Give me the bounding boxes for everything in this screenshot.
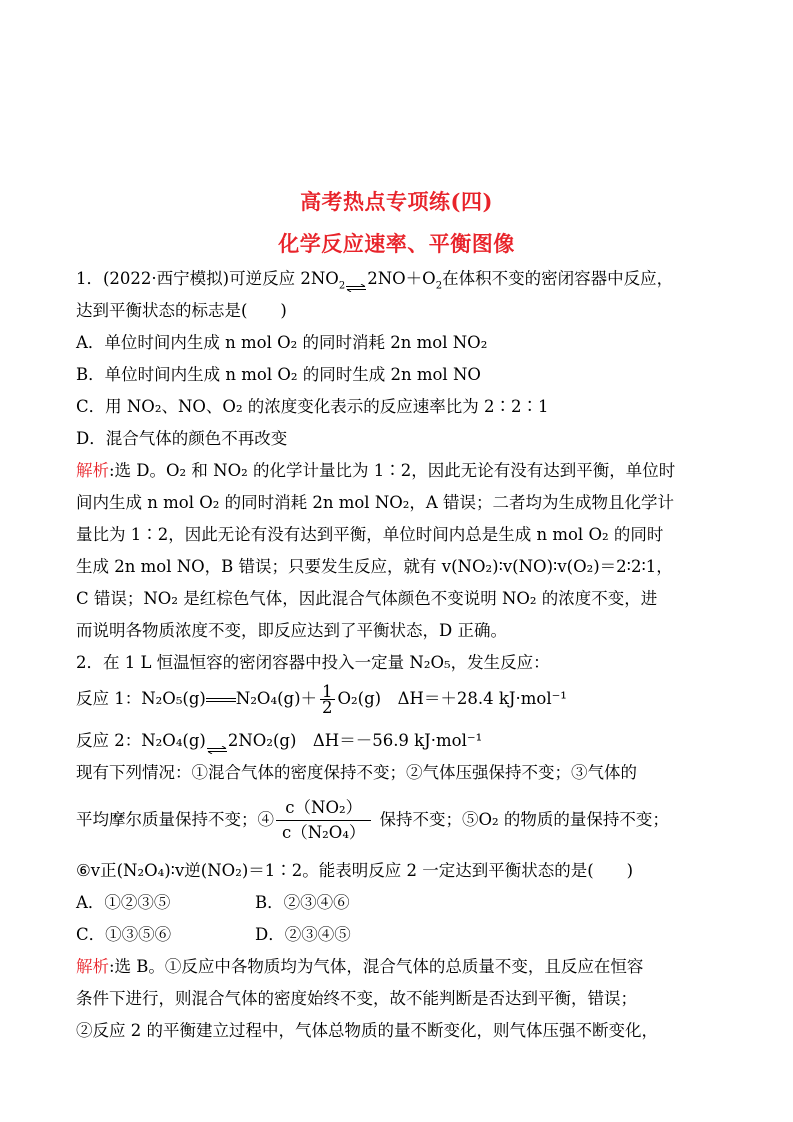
q1-analysis-line3: 量比为 1∶2，因此无论有没有达到平衡，单位时间内总是生成 n mol O₂ 的同时	[76, 525, 664, 544]
q1-analysis-line6: 而说明各物质浓度不变，即反应达到了平衡状态，D 正确。	[76, 621, 507, 640]
q1-stem-line2: 达到平衡状态的标志是( )	[76, 301, 287, 320]
q2-stem: 2．在 1 L 恒温恒容的密闭容器中投入一定量 N₂O₅，发生反应：	[76, 653, 550, 672]
reversible-arrow-icon	[345, 276, 367, 284]
q1-option-c: C．用 NO₂、NO、O₂ 的浓度变化表示的反应速率比为 2∶2∶1	[76, 397, 549, 416]
q2-analysis-line3: ②反应 2 的平衡建立过程中，气体总物质的量不断变化，则气体压强不断变化，	[76, 1021, 658, 1040]
half-fraction: $\frac{1}{2}$	[322, 682, 333, 717]
equals-arrow-icon	[206, 696, 236, 704]
q1-analysis-line5: C 错误；NO₂ 是红棕色气体，因此混合气体颜色不变说明 NO₂ 的浓度不变，进	[76, 589, 658, 608]
q1-analysis-line2: 间内生成 n mol O₂ 的同时消耗 2n mol NO₂，A 错误；二者均为生成物且化学计	[76, 493, 675, 512]
q1-stem-line1: 1．(2022·西宁模拟)可逆反应 $2NO_2$ $2NO+O_2$在体积不变的密闭容器中反应，	[76, 269, 674, 292]
q1-option-d: D．混合气体的颜色不再改变	[76, 429, 288, 448]
q2-analysis-line2: 条件下进行，则混合气体的密度始终不变，故不能判断是否达到平衡，错误；	[76, 989, 637, 1008]
q1-option-a: A．单位时间内生成 n mol O₂ 的同时消耗 2n mol NO₂	[76, 333, 488, 352]
q2-option-c: C．①③⑤⑥	[76, 925, 172, 944]
q2-conditions-line1: 现有下列情况：①混合气体的密度保持不变；②气体压强保持不变；③气体的	[76, 763, 637, 782]
q1-analysis-line4: 生成 2n mol NO，B 错误；只要发生反应，就有 v(NO₂)∶v(NO)∶v(O₂)＝2∶2∶1，	[76, 557, 673, 576]
analysis-label: 解析	[76, 957, 109, 976]
q2-conditions-line2: 平均摩尔质量保持不变；④ $\frac{\text{c（NO₂）}}{\text{c（N₂O₄）}}$ 保持不变；⑤O₂ 的物质的量保持不变；	[76, 796, 669, 845]
q2-reaction-1: 反应 1：N₂O₅(g) N₂O₄(g)＋ $\frac{1}{2}$ O₂(g) ΔH＝＋28.4 kJ·mol⁻¹	[76, 682, 567, 717]
analysis-label: 解析	[76, 461, 109, 480]
section-title: 高考热点专项练(四)	[300, 189, 493, 214]
q1-option-b: B．单位时间内生成 n mol O₂ 的同时生成 2n mol NO	[76, 365, 481, 384]
section-subtitle: 化学反应速率、平衡图像	[278, 231, 515, 256]
q2-conditions-line3: ⑥v正(N₂O₄)∶v逆(NO₂)＝1∶2。能表明反应 2 一定达到平衡状态的是( )	[76, 861, 634, 880]
q2-reaction-2: 反应 2：N₂O₄(g) 2NO₂(g) ΔH＝－56.9 kJ·mol⁻¹	[76, 730, 482, 752]
q2-option-a: A．①②③⑤	[76, 893, 171, 912]
concentration-ratio-fraction: $\frac{\text{c（NO₂）}}{\text{c（N₂O₄）}}$	[276, 796, 371, 845]
q2-analysis-line1: 解析:选 B。①反应中各物质均为气体，混合气体的总质量不变，且反应在恒容	[76, 957, 644, 976]
reversible-arrow-icon	[206, 738, 228, 746]
q1-analysis-line1: 解析:选 D。O₂ 和 NO₂ 的化学计量比为 1∶2，因此无论有没有达到平衡，单位时	[76, 461, 676, 480]
q2-option-d: D．②③④⑤	[255, 925, 351, 944]
q2-option-b: B．②③④⑥	[255, 893, 350, 912]
